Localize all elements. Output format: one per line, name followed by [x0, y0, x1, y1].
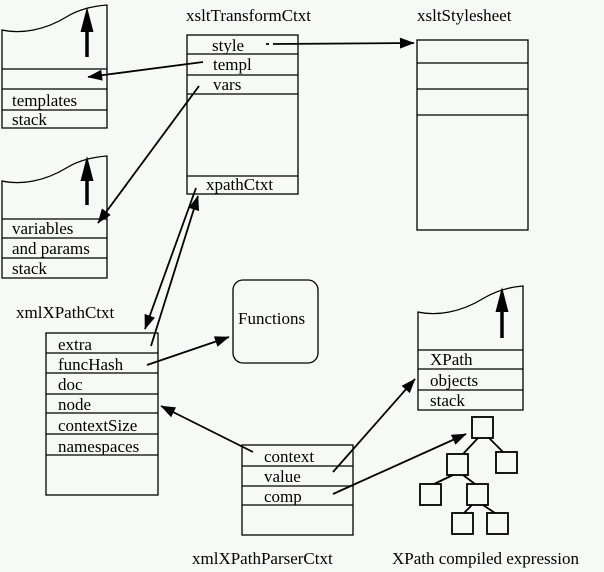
parser-ctxt-field-context: context: [264, 447, 315, 466]
functions-label: Functions: [238, 309, 306, 328]
parser-ctxt-box: [192, 445, 353, 568]
arrow-xpathctxt-field-to-xpathctxt-box: [145, 188, 196, 329]
expr-tree-node: [452, 513, 473, 534]
stylesheet-box: [417, 6, 528, 230]
stack-growth-arrow-icon: [496, 287, 509, 338]
xpath-ctxt-field-extra: extra: [58, 335, 92, 354]
functions-box: [233, 280, 318, 363]
parser-ctxt-title: xmlXPathParserCtxt: [192, 549, 333, 568]
templates-stack: [2, 5, 107, 129]
pointer-arrows: [88, 43, 466, 494]
transform-ctxt-field-xpathctxt: xpathCtxt: [206, 175, 274, 194]
transform-ctxt-title: xsltTransformCtxt: [186, 6, 312, 25]
stylesheet-row-dividers: [417, 63, 528, 115]
expr-tree-node: [487, 513, 508, 534]
transform-ctxt-field-vars: vars: [213, 75, 242, 94]
arrow-xpathctxt-box-to-xpathctxt-field: [151, 196, 198, 346]
stylesheet-title: xsltStylesheet: [417, 6, 512, 25]
xpath-objects-stack: [418, 286, 523, 410]
arrow-style-to-stylesheet: [273, 43, 414, 44]
expr-tree-node: [467, 484, 488, 505]
arrow-context-to-xpathctxt-box: [161, 406, 253, 452]
expr-tree-node: [472, 417, 493, 438]
transform-ctxt-field-style: style: [212, 36, 245, 55]
variables-stack-row-label: and params: [12, 239, 90, 258]
arrow-value-to-objects-stack: [333, 379, 415, 472]
variables-stack-row-label: variables: [12, 219, 74, 238]
transform-ctxt-field-templ: templ: [213, 55, 252, 74]
compiled-expression-caption: XPath compiled expression: [392, 549, 579, 568]
parser-ctxt-field-comp: comp: [264, 487, 302, 506]
arrow-funchash-to-functions: [147, 337, 229, 365]
xpath-ctxt-field-funchash: funcHash: [58, 355, 124, 374]
xpath-ctxt-field-doc: doc: [58, 375, 83, 394]
xpath-ctxt-field-contextsize: contextSize: [58, 416, 138, 435]
xpath-ctxt-title: xmlXPathCtxt: [16, 303, 115, 322]
xpath-objects-row-label: objects: [430, 371, 479, 390]
transform-ctxt-box: [186, 6, 311, 194]
variables-stack: [2, 156, 107, 278]
stylesheet-outline: [417, 40, 528, 230]
expr-tree-node: [496, 452, 517, 473]
expr-tree-node: [447, 454, 468, 475]
compiled-expression-tree: [392, 417, 579, 568]
templates-stack-row-label: stack: [12, 110, 47, 129]
expr-tree-node: [420, 484, 441, 505]
stack-growth-arrow-icon: [81, 7, 94, 57]
xpath-objects-row-label: XPath: [430, 350, 473, 369]
variables-stack-row-label: stack: [12, 259, 47, 278]
templates-stack-row-label: templates: [12, 91, 78, 110]
xpath-ctxt-field-namespaces: namespaces: [58, 437, 140, 456]
arrow-vars-to-variables-stack: [98, 86, 199, 223]
xpath-ctxt-box: [16, 303, 158, 495]
xpath-ctxt-field-node: node: [58, 395, 92, 414]
xpath-objects-row-label: stack: [430, 391, 465, 410]
stack-growth-arrow-icon: [81, 156, 94, 205]
parser-ctxt-field-value: value: [264, 467, 301, 486]
